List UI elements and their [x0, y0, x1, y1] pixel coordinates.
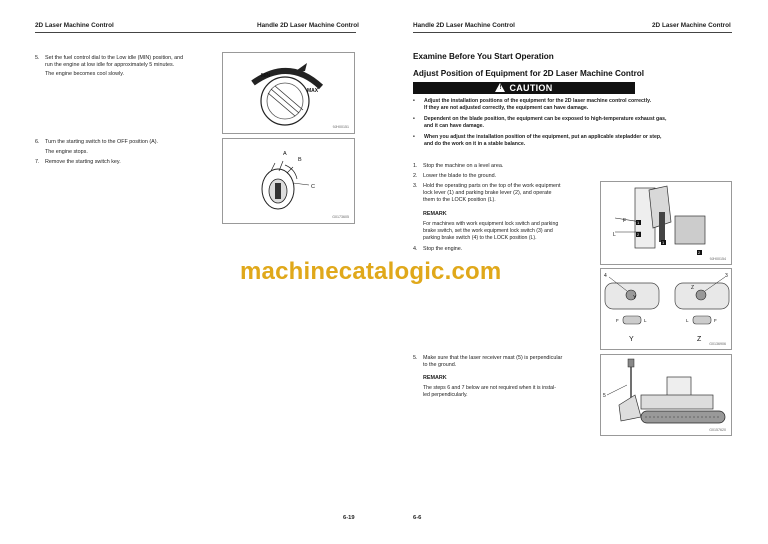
- step-number: 7.: [35, 159, 40, 165]
- step-number: 4.: [413, 246, 418, 252]
- lock-switch-figure: [600, 268, 732, 350]
- switch-label-b: B: [298, 157, 302, 163]
- dial-label-min: MIN: [261, 73, 271, 79]
- right-header-section: Handle 2D Laser Machine Control: [413, 22, 515, 29]
- lock-lever-drawing: [601, 182, 732, 265]
- caution-item-2: [413, 116, 713, 130]
- mast-label-5: 5: [603, 393, 606, 399]
- figure-code: G0136906: [709, 342, 726, 346]
- switch-label-y: Y: [633, 295, 637, 301]
- step-text: Remove the starting switch key.: [45, 159, 121, 165]
- step-text: Stop the engine.: [423, 246, 463, 252]
- right-header-title: 2D Laser Machine Control: [652, 22, 731, 29]
- left-header-title: 2D Laser Machine Control: [35, 22, 114, 29]
- left-page-number: 6-19: [343, 515, 355, 521]
- lever-label-2: 2: [637, 232, 640, 237]
- step-number: 1.: [413, 163, 418, 169]
- bullet-icon: •: [413, 98, 415, 104]
- section-title: Examine Before You Start Operation: [413, 52, 554, 61]
- step-number: 6.: [35, 139, 40, 145]
- fuel-dial-drawing: [223, 53, 355, 134]
- lever-label-l: L: [613, 232, 616, 238]
- remark-1-line2: brake switch, set the work equipment lock switch (3) and: [423, 228, 553, 234]
- remark-2-line1: The steps 6 and 7 below are not required when it is instal-: [423, 385, 556, 391]
- switch-label-l2: L: [686, 318, 689, 323]
- starting-switch-drawing: [223, 139, 355, 224]
- switch-caption-y: Y: [629, 336, 634, 343]
- step-text-line1: Set the fuel control dial to the Low idle (MIN) position, and: [45, 55, 184, 61]
- lever-label-1: 1: [637, 220, 640, 225]
- remark-2-line2: led perpendicularly.: [423, 392, 468, 398]
- right-header-rule: [413, 32, 732, 33]
- switch-label-c: C: [311, 184, 315, 190]
- figure-code: G0173605: [332, 215, 349, 219]
- step-number: 5.: [35, 55, 40, 61]
- remark-2-label: REMARK: [423, 375, 447, 381]
- warning-triangle-icon: !: [495, 83, 505, 92]
- switch-label-l1: L: [644, 318, 647, 323]
- step-number: 3.: [413, 183, 418, 189]
- left-header-rule: [35, 32, 356, 33]
- subsection-title: Adjust Position of Equipment for 2D Laser Machine Control: [413, 69, 645, 78]
- step-number: 2.: [413, 173, 418, 179]
- right-step-3-line3: them to the LOCK position (L).: [423, 197, 496, 203]
- lever-label-1b: 1: [662, 240, 665, 245]
- starting-switch-figure: [222, 138, 355, 224]
- remark-1-label: REMARK: [423, 211, 447, 217]
- remark-1-line3: parking brake switch (4) to the LOCK position (L).: [423, 235, 537, 241]
- right-step-5-line2: to the ground.: [423, 362, 457, 368]
- step-text: Stop the machine on a level area.: [423, 163, 504, 169]
- figure-code: 9JH00151: [332, 125, 349, 129]
- left-header-section: Handle 2D Laser Machine Control: [257, 22, 359, 29]
- caution-item-1: [413, 98, 713, 112]
- right-step-3-line2: lock lever (1) and parking brake lever (2), and operate: [423, 190, 552, 196]
- caution-item-line2: and do the work on it in a stable balance.: [424, 140, 526, 147]
- step-text: Lower the blade to the ground.: [423, 173, 497, 179]
- lock-switch-drawing: [601, 269, 732, 350]
- remark-1-line1: For machines with work equipment lock switch and parking: [423, 221, 559, 227]
- caution-label: CAUTION: [509, 83, 553, 93]
- switch-label-f2: F: [714, 318, 717, 323]
- caution-item-line2: and it can have damage.: [424, 122, 484, 129]
- switch-label-f1: F: [616, 318, 619, 323]
- fuel-dial-figure: [222, 52, 355, 134]
- switch-label-a: A: [283, 151, 287, 157]
- lever-label-2b: 2: [698, 250, 701, 255]
- switch-label-3: 3: [725, 273, 728, 279]
- right-page-number: 6-6: [413, 515, 422, 521]
- caution-item-line1: When you adjust the installation position of the equipment, put an applicable stepladder or step,: [424, 134, 662, 140]
- lock-lever-figure: [600, 181, 732, 265]
- dozer-mast-figure: [600, 354, 732, 436]
- caution-item-3: [413, 134, 713, 148]
- step-text-line1: Make sure that the laser receiver mast (5) is perpendicular: [423, 355, 563, 361]
- switch-caption-z: Z: [697, 336, 702, 343]
- switch-label-4: 4: [604, 273, 607, 279]
- watermark-text: machinecatalogic.com: [240, 258, 502, 285]
- caution-item-line1: Dependent on the blade position, the equipment can be exposed to high-temperature exhaust gas,: [424, 116, 667, 122]
- bullet-icon: •: [413, 116, 415, 122]
- dial-label-max: MAX: [307, 88, 319, 94]
- figure-code: 9JH00154: [709, 257, 726, 261]
- left-step-6-note: The engine stops.: [45, 149, 88, 155]
- lever-label-f: F: [623, 218, 627, 224]
- step-text-line1: Hold the operating parts on the top of the work equipment: [423, 183, 561, 189]
- left-step-5-note: The engine becomes cool slowly.: [45, 71, 125, 77]
- step-number: 5.: [413, 355, 418, 361]
- step-text: Turn the starting switch to the OFF position (A).: [45, 139, 159, 145]
- caution-item-line2: If they are not adjusted correctly, the equipment can have damage.: [424, 104, 589, 111]
- figure-code: G0157620: [709, 428, 726, 432]
- dozer-mast-drawing: [601, 355, 732, 436]
- bullet-icon: •: [413, 134, 415, 140]
- switch-label-z: Z: [691, 285, 695, 291]
- left-step-5-line2: run the engine at low idle for approximately 5 minutes.: [45, 62, 175, 68]
- caution-item-line1: Adjust the installation positions of the equipment for the 2D laser machine control correctly.: [424, 98, 652, 104]
- caution-banner: [413, 82, 635, 94]
